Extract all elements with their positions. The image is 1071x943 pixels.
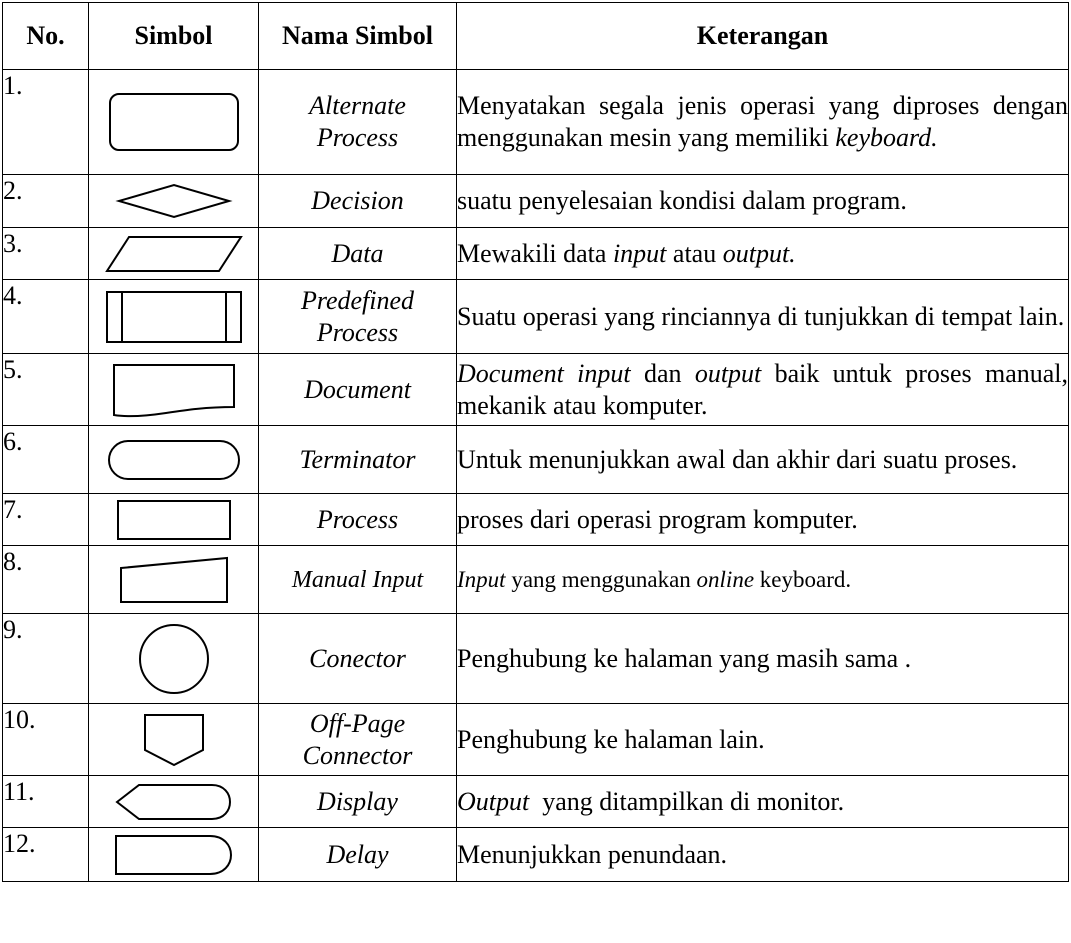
symbol-description: Output yang ditampilkan di monitor. bbox=[457, 776, 1069, 828]
table-row bbox=[3, 228, 1069, 280]
row-number: 11. bbox=[3, 776, 89, 828]
symbol-name: Process bbox=[259, 494, 457, 546]
table-row bbox=[3, 426, 1069, 494]
symbol-name: Document bbox=[259, 354, 457, 426]
symbol-description: Penghubung ke halaman yang masih sama . bbox=[457, 614, 1069, 704]
header-name: Nama Simbol bbox=[259, 3, 457, 70]
terminator-icon bbox=[104, 438, 244, 482]
decision-icon bbox=[114, 183, 234, 219]
flowchart-symbol-table bbox=[2, 2, 1069, 882]
header-symbol: Simbol bbox=[89, 3, 259, 70]
symbol-description: Penghubung ke halaman lain. bbox=[457, 704, 1069, 776]
table-row bbox=[3, 704, 1069, 776]
header-no: No. bbox=[3, 3, 89, 70]
symbol-name: Terminator bbox=[259, 426, 457, 494]
symbol-description: Suatu operasi yang rinciannya di tunjukkan di tempat lain. bbox=[457, 280, 1069, 354]
header-row bbox=[3, 3, 1069, 70]
symbol-cell bbox=[89, 614, 259, 704]
symbol-cell bbox=[89, 426, 259, 494]
symbol-cell bbox=[89, 175, 259, 228]
header-description: Keterangan bbox=[457, 3, 1069, 70]
symbol-cell bbox=[89, 494, 259, 546]
symbol-description: Input yang menggunakan online keyboard. bbox=[457, 546, 1069, 614]
symbol-cell bbox=[89, 704, 259, 776]
symbol-description: suatu penyelesaian kondisi dalam program. bbox=[457, 175, 1069, 228]
symbol-cell bbox=[89, 280, 259, 354]
process-icon bbox=[115, 498, 233, 542]
alternate-process-icon bbox=[104, 90, 244, 154]
symbol-name: Conector bbox=[259, 614, 457, 704]
symbol-cell bbox=[89, 228, 259, 280]
row-number: 4. bbox=[3, 280, 89, 354]
row-number: 3. bbox=[3, 228, 89, 280]
row-number: 12. bbox=[3, 828, 89, 882]
delay-icon bbox=[113, 833, 235, 877]
row-number: 8. bbox=[3, 546, 89, 614]
off-page-connector-icon bbox=[142, 712, 206, 768]
row-number: 10. bbox=[3, 704, 89, 776]
table-row bbox=[3, 280, 1069, 354]
table-row bbox=[3, 546, 1069, 614]
symbol-cell bbox=[89, 70, 259, 175]
row-number: 1. bbox=[3, 70, 89, 175]
table-row bbox=[3, 828, 1069, 882]
symbol-cell bbox=[89, 546, 259, 614]
symbol-name: Delay bbox=[259, 828, 457, 882]
symbol-name: Manual Input bbox=[259, 546, 457, 614]
symbol-description: Mewakili data input atau output. bbox=[457, 228, 1069, 280]
symbol-cell bbox=[89, 776, 259, 828]
row-number: 5. bbox=[3, 354, 89, 426]
display-icon bbox=[114, 782, 234, 822]
row-number: 7. bbox=[3, 494, 89, 546]
symbol-name: Display bbox=[259, 776, 457, 828]
row-number: 6. bbox=[3, 426, 89, 494]
symbol-name: Decision bbox=[259, 175, 457, 228]
manual-input-icon bbox=[118, 555, 230, 605]
document-icon bbox=[111, 362, 237, 418]
table-row bbox=[3, 494, 1069, 546]
symbol-description: Document input dan output baik untuk proses manual, mekanik atau komputer. bbox=[457, 354, 1069, 426]
table-row bbox=[3, 70, 1069, 175]
symbol-cell bbox=[89, 354, 259, 426]
symbol-name: Alternate Process bbox=[259, 70, 457, 175]
symbol-description: Untuk menunjukkan awal dan akhir dari suatu proses. bbox=[457, 426, 1069, 494]
symbol-description: Menyatakan segala jenis operasi yang diproses dengan menggunakan mesin yang memiliki keyboard. bbox=[457, 70, 1069, 175]
table-row bbox=[3, 776, 1069, 828]
symbol-description: Menunjukkan penundaan. bbox=[457, 828, 1069, 882]
symbol-description: proses dari operasi program komputer. bbox=[457, 494, 1069, 546]
connector-icon bbox=[136, 621, 212, 697]
symbol-name: Data bbox=[259, 228, 457, 280]
symbol-name: Off-Page Connector bbox=[259, 704, 457, 776]
row-number: 2. bbox=[3, 175, 89, 228]
data-icon bbox=[104, 234, 244, 274]
table-row bbox=[3, 175, 1069, 228]
table-row bbox=[3, 354, 1069, 426]
symbol-cell bbox=[89, 828, 259, 882]
row-number: 9. bbox=[3, 614, 89, 704]
symbol-name: Predefined Process bbox=[259, 280, 457, 354]
table-row bbox=[3, 614, 1069, 704]
predefined-process-icon bbox=[104, 289, 244, 345]
